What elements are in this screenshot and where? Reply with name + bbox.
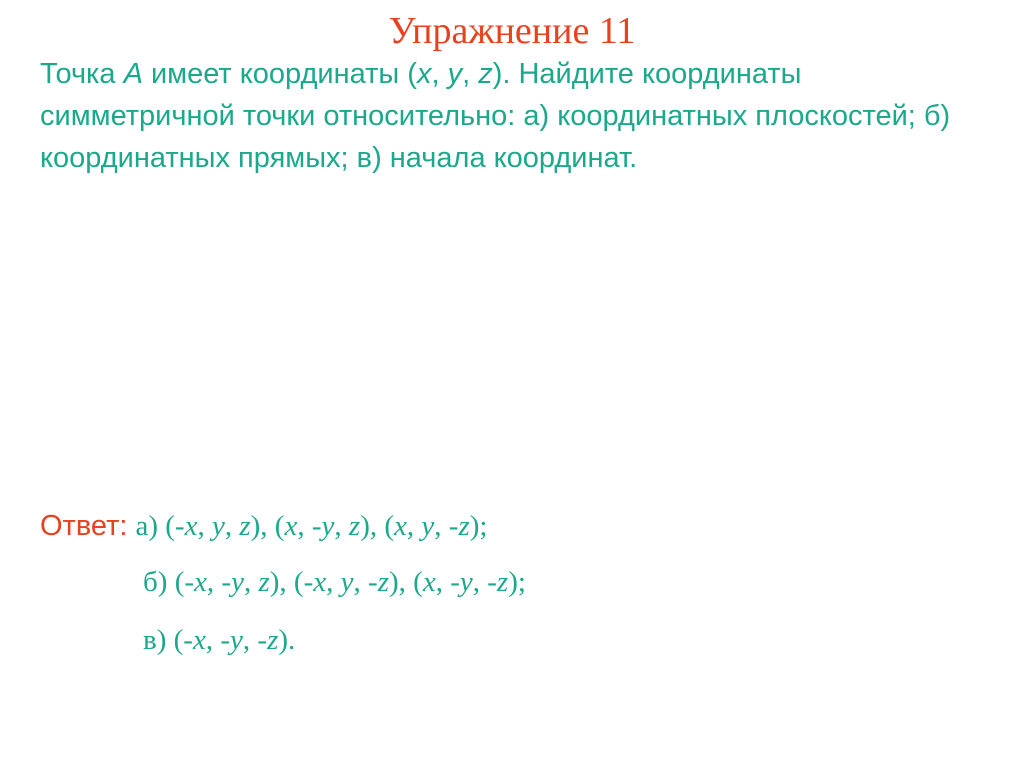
answer-a-text: а) (-x, y, z), (x, -y, z), (x, y, -z); xyxy=(135,510,488,542)
var-z: z xyxy=(258,566,270,598)
problem-suffix: ). Найдите координаты симметричной точки относительно: а) координатных плоскостей; б) координатных прямых; в) начала координат. xyxy=(40,58,951,174)
var-y: y xyxy=(321,510,335,542)
var-x: x xyxy=(192,624,206,656)
var-x: x xyxy=(194,566,207,598)
problem-text xyxy=(40,53,1000,179)
var-x: x xyxy=(284,510,298,542)
var-z: z xyxy=(496,566,509,598)
separator: , xyxy=(431,58,448,90)
var-y: y xyxy=(340,566,354,598)
answer-label: Ответ: xyxy=(40,510,128,542)
var-y: y xyxy=(459,566,473,598)
var-z: z xyxy=(239,510,251,542)
var-z: z xyxy=(478,58,493,90)
var-z: z xyxy=(267,624,279,656)
var-x: x xyxy=(184,510,198,542)
var-z: z xyxy=(348,510,361,542)
problem-middle: имеет координаты ( xyxy=(142,58,417,90)
answer-line-a xyxy=(40,506,487,546)
answer-line-c xyxy=(143,620,295,660)
var-z: z xyxy=(377,566,389,598)
answer-c-text: в) (-x, -y, -z). xyxy=(143,624,296,656)
var-y: y xyxy=(230,624,243,656)
var-y: y xyxy=(231,566,244,598)
var-y: y xyxy=(421,510,435,542)
var-y: y xyxy=(447,58,463,90)
var-z: z xyxy=(458,510,470,542)
var-x: x xyxy=(394,510,407,542)
var-x: x xyxy=(416,58,432,90)
separator: , xyxy=(462,58,479,90)
point-name: A xyxy=(123,58,143,90)
answer-b-text: б) (-x, -y, z), (-x, y, -z), (x, -y, -z); xyxy=(143,566,526,598)
var-y: y xyxy=(211,510,225,542)
slide-title: Упражнение 11 xyxy=(388,10,636,52)
problem-prefix: Точка xyxy=(40,58,124,90)
var-x: x xyxy=(313,566,327,598)
var-x: x xyxy=(422,566,436,598)
answer-line-b xyxy=(143,562,526,602)
